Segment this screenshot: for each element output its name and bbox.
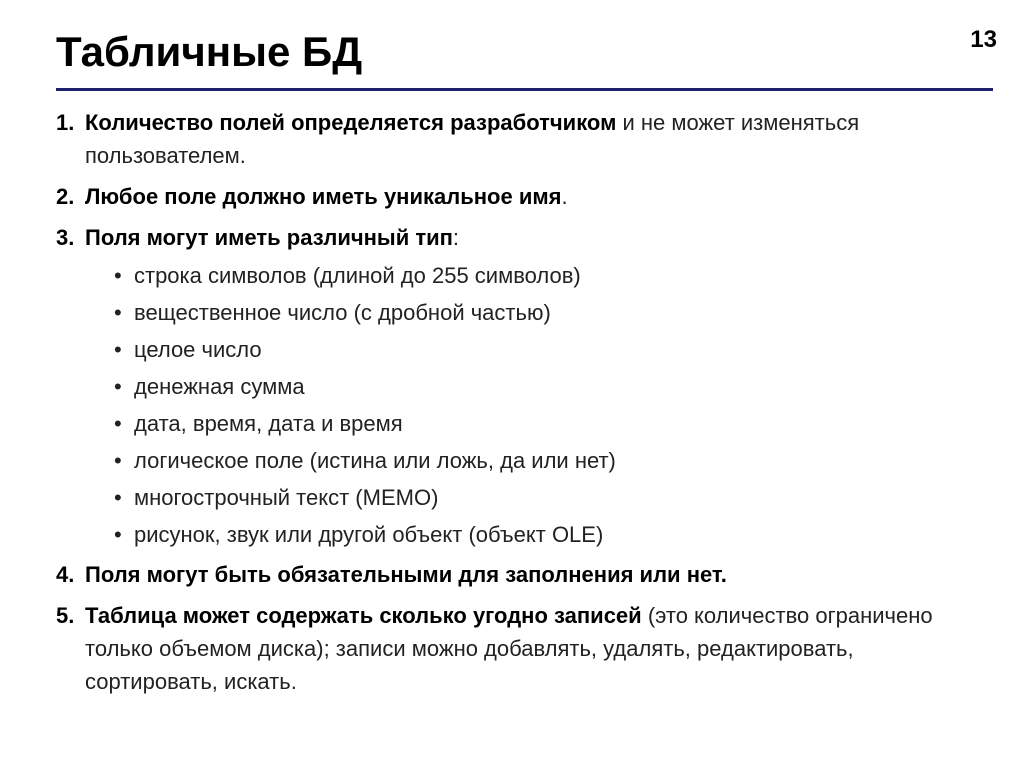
field-types-list [56,262,956,549]
list-item-1 [56,106,956,172]
list-item-4 [56,558,956,591]
bullet-icon: • [114,522,122,547]
field-type-item: • вещественное число (с дробной частью) [114,300,551,325]
item-text: (это количество ограничено только объемом диска); записи можно добавлять, удалять, редактировать, сортировать, искать. [85,603,933,694]
item-bold-text: Любое поле должно иметь уникальное имя [85,184,562,209]
bullet-icon: • [114,374,122,399]
item-bold-text: Таблица может содержать сколько угодно записей [85,603,642,628]
field-type-item: • денежная сумма [114,374,305,399]
bullet-icon: • [114,448,122,473]
bullet-icon: • [114,485,122,510]
item-number: 2. [56,184,75,209]
bullet-icon: • [114,300,122,325]
bullet-icon: • [114,263,122,288]
list-item-5 [56,599,956,698]
item-bold-text: Количество полей определяется разработчиком [85,110,617,135]
item-bold-text: Поля могут иметь различный тип [85,225,453,250]
field-type-item: • многострочный текст (МЕМО) [114,485,439,510]
item-text: и не может изменяться пользователем. [85,110,860,168]
field-type-item: • целое число [114,337,262,362]
item-number: 3. [56,225,75,250]
field-type-item: • дата, время, дата и время [114,411,403,436]
field-type-item: • рисунок, звук или другой объект (объект OLE) [114,522,604,547]
item-text: : [452,225,460,250]
bullet-icon: • [114,411,122,436]
list-item-3 [56,221,956,254]
item-bold-text: Поля могут быть обязательными для заполнения или нет. [85,562,727,587]
list-item-2 [56,180,956,213]
slide-number: 13 [970,26,997,53]
item-number: 1. [56,110,75,135]
item-text: . [561,184,568,209]
content-list [56,106,956,706]
slide-title: Табличные БД [56,28,363,75]
field-type-item: • логическое поле (истина или ложь, да или нет) [114,448,616,473]
item-number: 4. [56,562,75,587]
title-divider [56,88,993,91]
bullet-icon: • [114,337,122,362]
field-type-item: • строка символов (длиной до 255 символов) [114,263,581,288]
item-number: 5. [56,603,75,628]
